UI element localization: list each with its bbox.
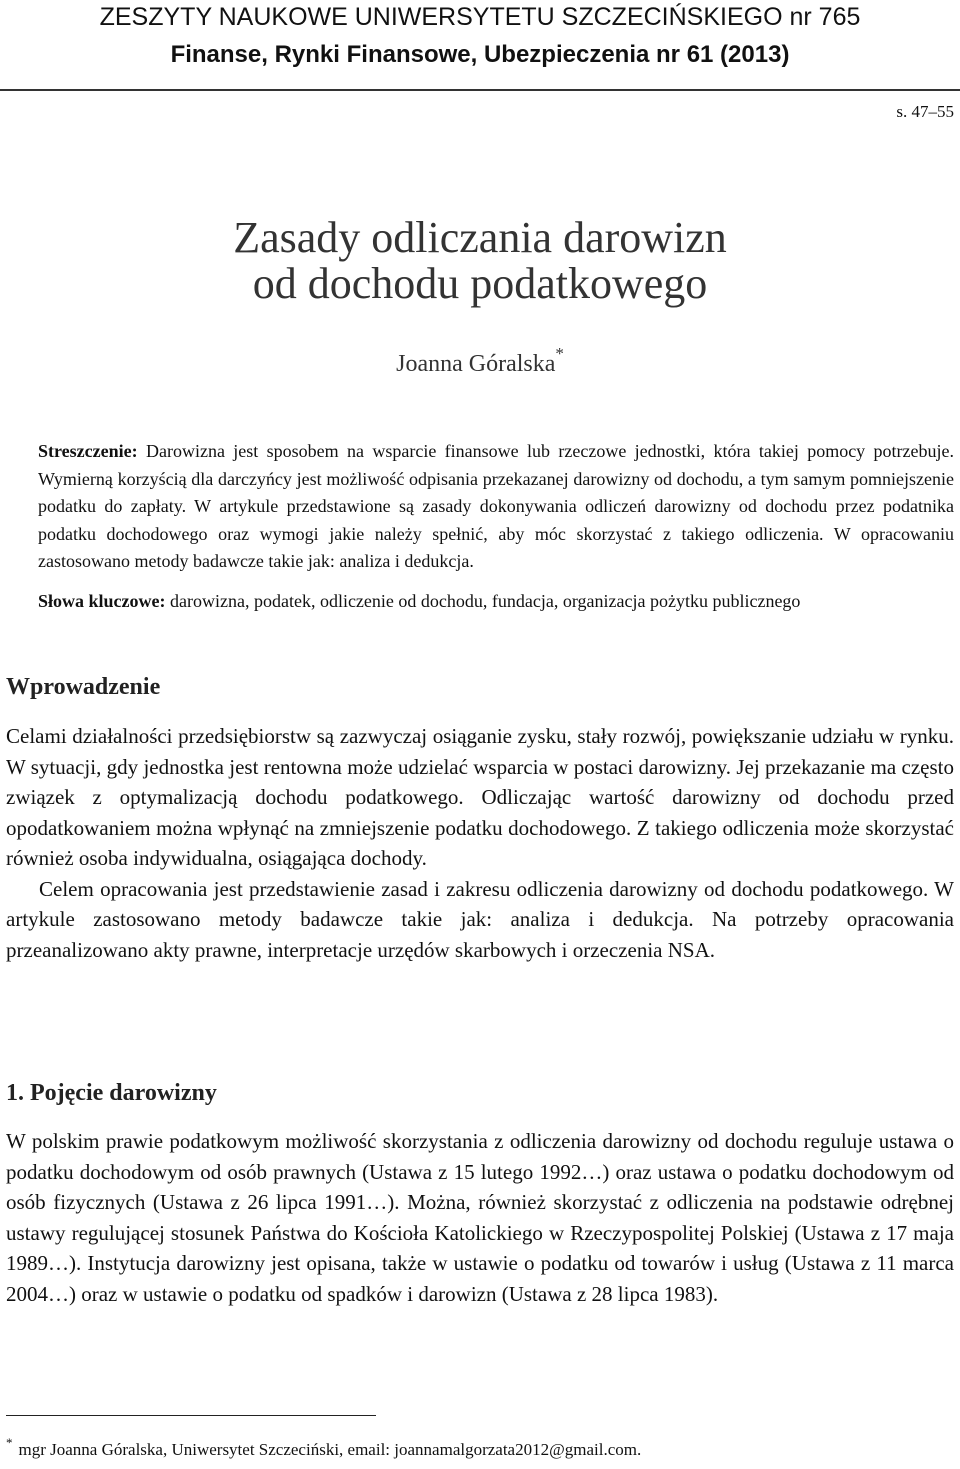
section-1-heading: 1. Pojęcie darowizny [6, 1080, 217, 1106]
header-rule [0, 89, 960, 91]
page-range: s. 47–55 [896, 102, 954, 121]
title-line-1: Zasady odliczania darowizn [233, 213, 727, 262]
section-1-body [6, 1126, 954, 1309]
keywords-label: Słowa kluczowe: [38, 591, 166, 611]
abstract-label: Streszczenie: [38, 441, 138, 461]
journal-subseries: Finanse, Rynki Finansowe, Ubezpieczenia nr 61 (2013) [170, 41, 790, 68]
abstract-text: Darowizna jest sposobem na wsparcie finansowe lub rzeczowe jednostki, która takiej pomocy potrzebuje. Wymierną korzyścią dla darczyńcy jest możliwość odpisania przekazanej darowizny od dochodu, a tym samym pomniejszenie podatku do zapłaty. W artykule przedstawione są zasady dokonywania odliczeń darowizny od dochodu przez podatnika podatku dochodowego oraz wymogi jakie należy spełnić, aby móc skorzystać z takiego odliczenia. W opracowaniu zastosowano metody badawcze takie jak: analiza i dedukcja. [38, 441, 955, 571]
journal-series: ZESZYTY NAUKOWE UNIWERSYTETU SZCZECIŃSKIEGO nr 765 [99, 3, 861, 31]
author [0, 344, 960, 378]
article-title [0, 215, 960, 307]
footnote-mark: * [6, 1435, 13, 1450]
intro-body [6, 721, 954, 965]
intro-paragraph-2: Celem opracowania jest przedstawienie zasad i zakresu odliczenia darowizny od dochodu podatkowego. W artykule zastosowano metody badawcze takie jak: analiza i dedukcja. Na potrzeby opracowania przeanalizowano akty prawne, interpretacje urzędów skarbowych i orzeczenia NSA. [6, 876, 954, 962]
author-name: Joanna Góralska [396, 351, 556, 377]
title-line-2: od dochodu podatkowego [252, 259, 708, 308]
footnote-text: mgr Joanna Góralska, Uniwersytet Szczeciński, email: joannamalgorzata2012@gmail.com. [18, 1440, 642, 1459]
keywords-text: darowizna, podatek, odliczenie od dochodu, fundacja, organizacja pożytku publicznego [170, 591, 801, 611]
intro-paragraph-1: Celami działalności przedsiębiorstw są zazwyczaj osiąganie zysku, stały rozwój, powiększanie udziału w rynku. W sytuacji, gdy jednostka jest rentowna może udzielać wsparcia w postaci darowizny. Jej przekazanie ma często związek z optymalizacją dochodu podatkowego. Odliczając wartość darowizny od dochodu przed opodatkowaniem można wpłynąć na zmniejszenie podatku dochodowego. Z takiego odliczenia może skorzystać również osoba indywidualna, osiągająca dochody. [6, 724, 954, 870]
footnote-rule [6, 1415, 376, 1416]
author-footnote-mark: * [555, 344, 564, 363]
intro-heading: Wprowadzenie [6, 674, 161, 700]
keywords [38, 588, 954, 615]
abstract [38, 438, 954, 576]
journal-header [0, 2, 960, 70]
footnote [6, 1435, 954, 1460]
section-1-paragraph-1: W polskim prawie podatkowym możliwość skorzystania z odliczenia darowizny od dochodu reguluje ustawa o podatku dochodowym od osób prawnych (Ustawa z 15 lutego 1992…) oraz ustawa o podatku dochodowym od osób fizycznych (Ustawa z 26 lipca 1991…). Można, również skorzystać z odliczenia na podstawie odrębnej ustawy regulującej stosunek Państwa do Kościoła Katolickiego w Rzeczypospolitej Polskiej (Ustawa z 17 maja 1989…). Instytucja darowizny jest opisana, także w ustawie o podatku od towarów i usług (Ustawa z 11 marca 2004…) oraz w ustawie o podatku od spadków i darowizn (Ustawa z 28 lipca 1983). [6, 1129, 954, 1306]
